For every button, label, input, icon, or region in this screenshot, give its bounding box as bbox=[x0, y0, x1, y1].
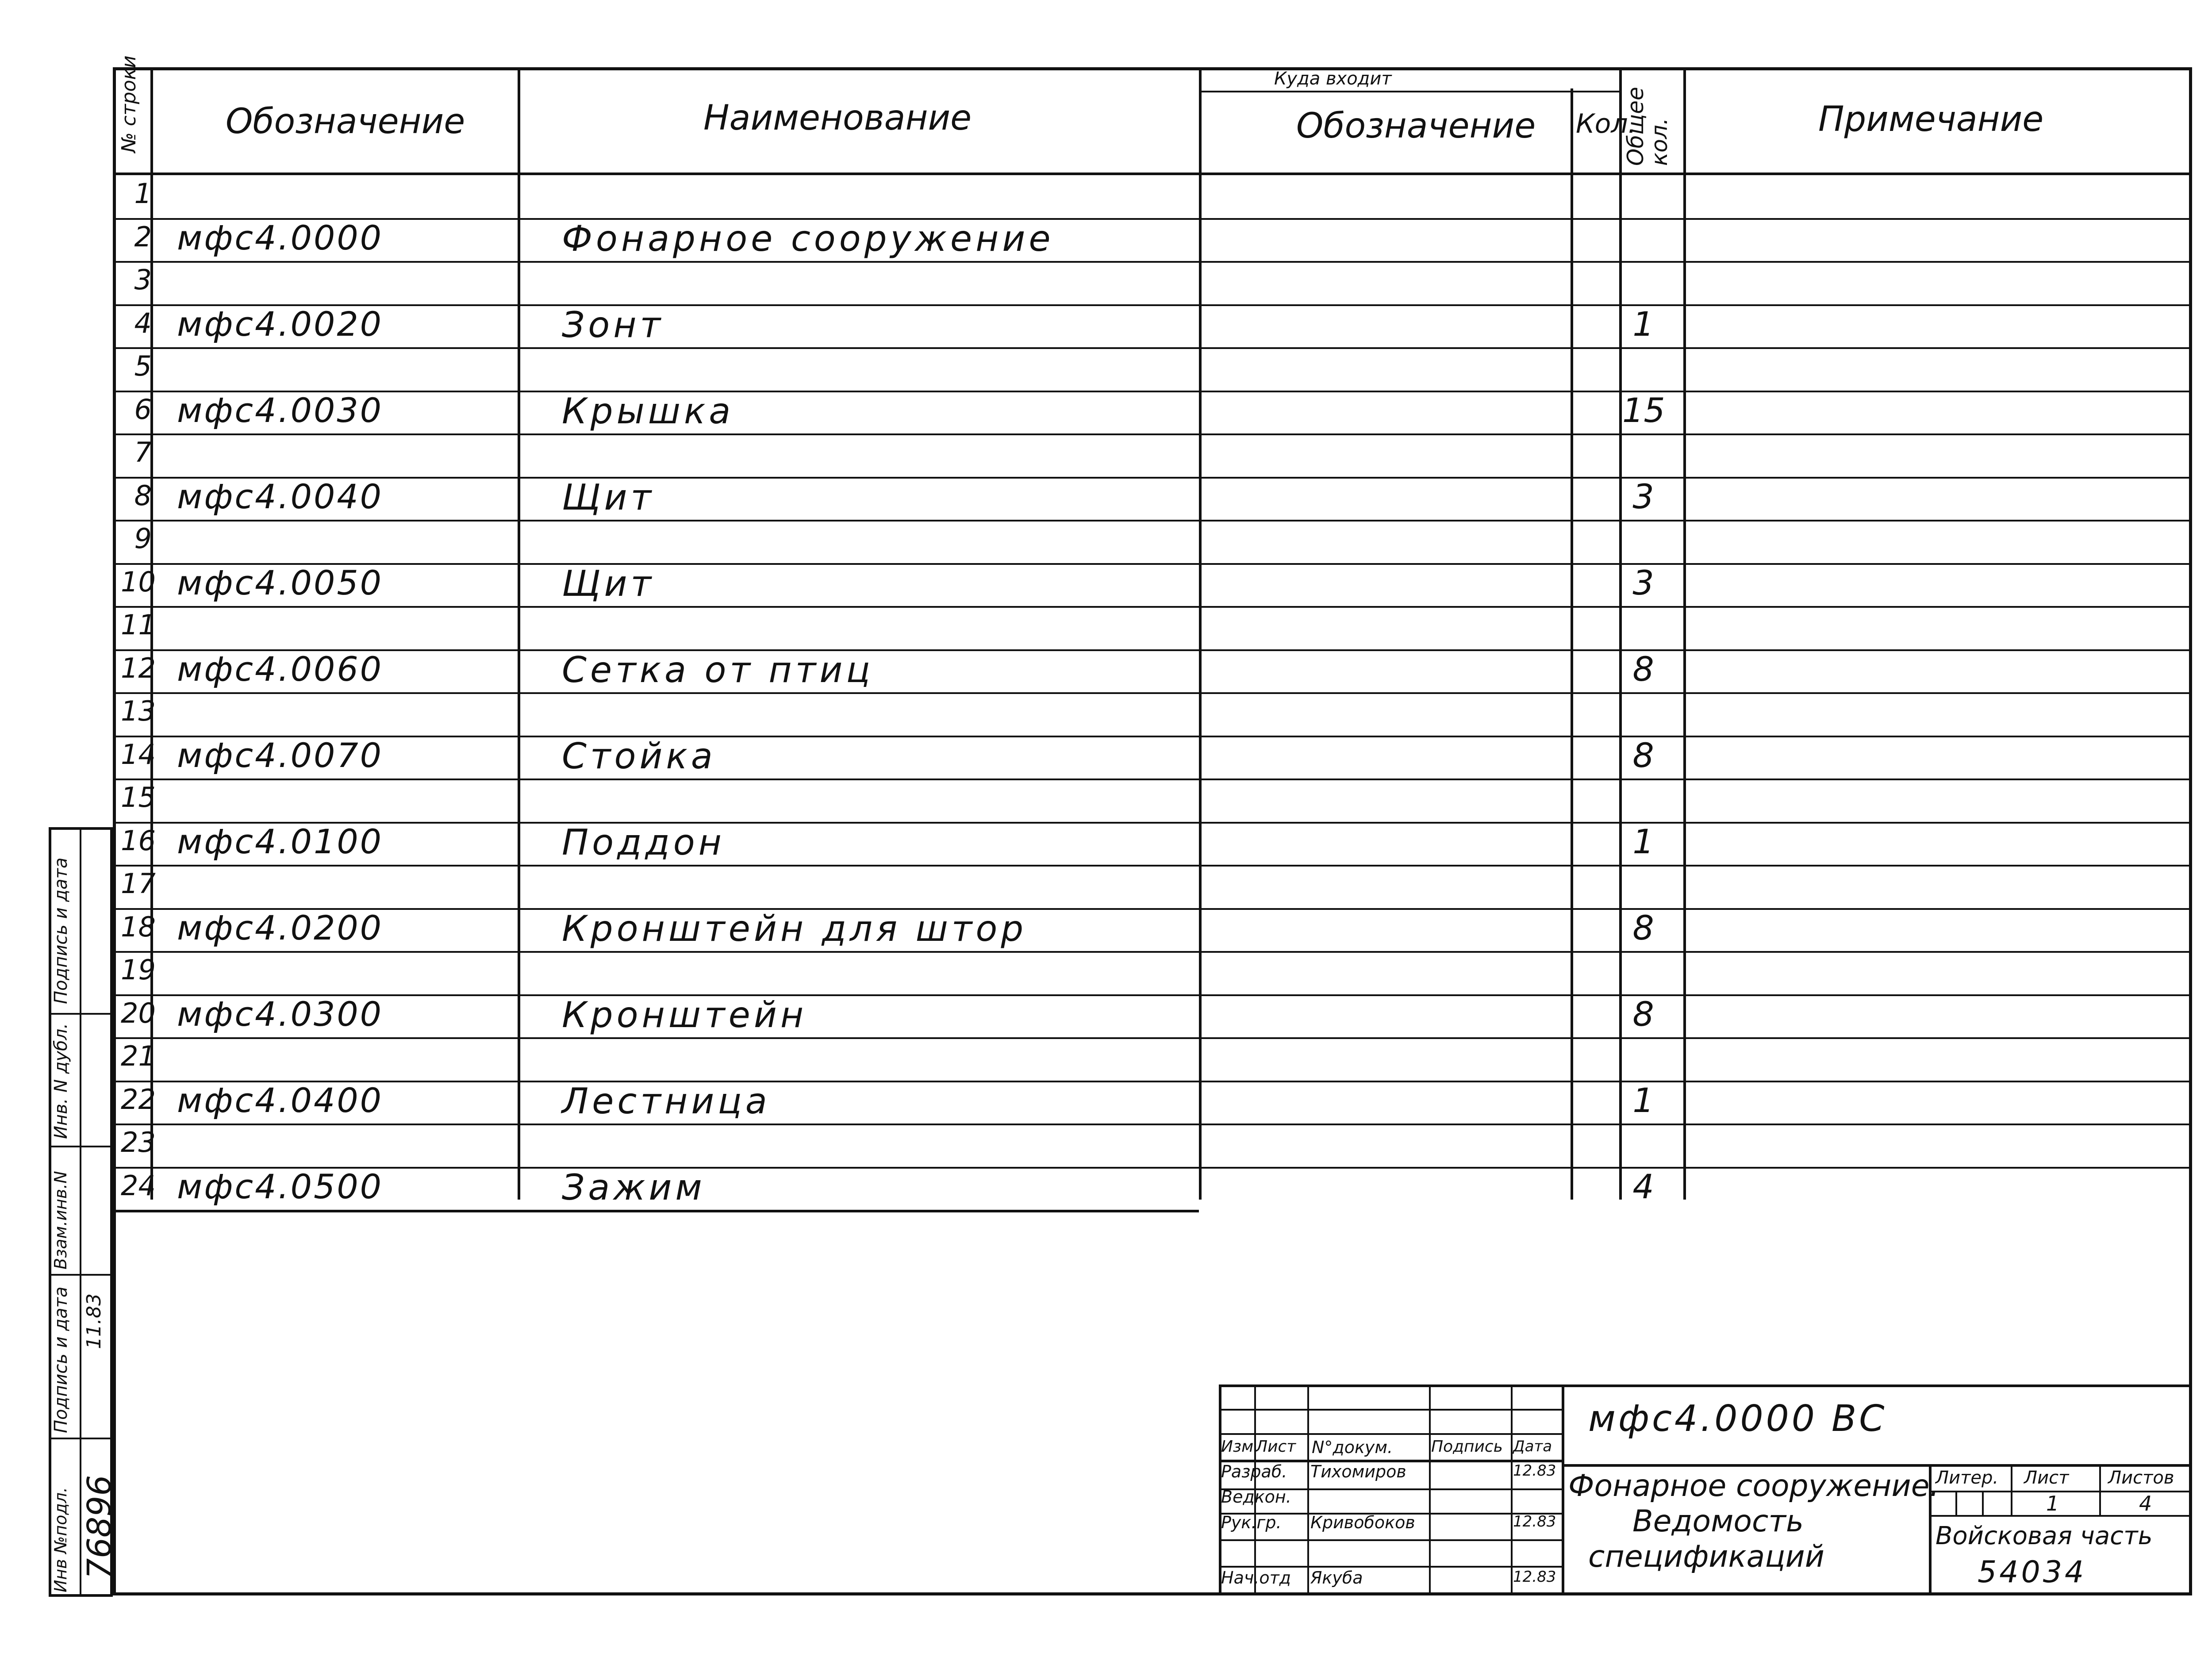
table-row bbox=[113, 736, 2192, 779]
tb-role: Рук.гр. bbox=[1221, 1513, 1282, 1532]
table-row bbox=[113, 520, 2192, 563]
row-number: 21 bbox=[121, 1040, 156, 1072]
side-replace-inv: Взам.инв.N bbox=[51, 1171, 70, 1269]
row-total-qty: 8 bbox=[1632, 649, 1654, 689]
row-designation: мфс4.0070 bbox=[177, 736, 384, 775]
row-number: 4 bbox=[134, 307, 152, 339]
table-row bbox=[113, 391, 2192, 434]
row-number: 20 bbox=[121, 997, 156, 1029]
tb-row-7 bbox=[1219, 1566, 1562, 1568]
row-total-qty: 8 bbox=[1632, 736, 1654, 775]
row-designation: мфс4.0040 bbox=[177, 477, 384, 516]
row-total-qty: 3 bbox=[1632, 563, 1654, 602]
tb-col-sheet: Лист bbox=[1256, 1438, 1296, 1456]
tb-row-1 bbox=[1219, 1409, 1562, 1411]
tb-row-6 bbox=[1219, 1539, 1562, 1541]
tb-liter-col-2 bbox=[2099, 1464, 2101, 1515]
row-number: 16 bbox=[121, 824, 156, 857]
table-row bbox=[113, 304, 2192, 348]
tb-col-date: Дата bbox=[1513, 1438, 1552, 1455]
header-row-no: № строки bbox=[118, 55, 140, 153]
tb-col-sign: Подпись bbox=[1431, 1438, 1503, 1456]
side-stamp-line-1 bbox=[49, 1013, 113, 1015]
row-designation: мфс4.0300 bbox=[177, 994, 384, 1034]
row-number: 3 bbox=[134, 264, 152, 296]
side-inv-orig: Инв №подл. bbox=[51, 1487, 70, 1592]
tb-person: Тихомиров bbox=[1310, 1462, 1406, 1481]
tb-role: Ведкон. bbox=[1221, 1487, 1291, 1507]
row-name: Кронштейн bbox=[562, 994, 807, 1035]
side-stamp-line-2 bbox=[49, 1146, 113, 1147]
row-number: 18 bbox=[121, 911, 156, 943]
row-number: 9 bbox=[134, 522, 152, 555]
header-where-qty: Кол. bbox=[1576, 108, 1636, 139]
row-total-qty: 3 bbox=[1632, 477, 1654, 516]
row-name: Фонарное сооружение bbox=[562, 218, 1054, 259]
tb-sheet-label: Лист bbox=[2024, 1468, 2069, 1488]
row-name: Сетка от птиц bbox=[562, 649, 874, 690]
table-row bbox=[113, 649, 2192, 693]
row-number: 24 bbox=[121, 1170, 156, 1202]
side-inv-orig-value: 76896 bbox=[81, 1475, 119, 1579]
row-total-qty: 1 bbox=[1632, 1081, 1654, 1120]
table-row bbox=[113, 822, 2192, 865]
tb-liter-sub-1 bbox=[1955, 1491, 1957, 1515]
table-row bbox=[113, 477, 2192, 520]
row-number: 12 bbox=[121, 652, 156, 684]
row-number: 11 bbox=[121, 609, 156, 641]
row-name: Щит bbox=[562, 477, 655, 518]
table-row bbox=[113, 347, 2192, 391]
row-name: Стойка bbox=[562, 736, 716, 777]
row-designation: мфс4.0060 bbox=[177, 649, 384, 689]
row-name: Щит bbox=[562, 563, 655, 604]
header-note: Примечание bbox=[1818, 100, 2044, 139]
table-row bbox=[113, 1081, 2192, 1124]
row-number: 2 bbox=[134, 221, 152, 253]
tb-date: 12.83 bbox=[1513, 1462, 1556, 1480]
tb-org-line1: Войсковая часть bbox=[1936, 1522, 2153, 1550]
where-used-subline bbox=[1199, 91, 1619, 92]
table-row bbox=[113, 606, 2192, 649]
tb-sheets-value: 4 bbox=[2139, 1492, 2152, 1515]
row-designation: мфс4.0020 bbox=[177, 304, 384, 344]
table-row bbox=[113, 908, 2192, 951]
row-designation: мфс4.0000 bbox=[177, 218, 384, 257]
row-name: Зонт bbox=[562, 304, 664, 345]
row-number: 14 bbox=[121, 738, 156, 771]
tb-col-change: Изм. bbox=[1221, 1438, 1259, 1456]
table-row bbox=[113, 1037, 2192, 1081]
row-name: Лестница bbox=[562, 1081, 771, 1122]
table-row bbox=[113, 778, 2192, 822]
table-row bbox=[113, 433, 2192, 477]
row-separator bbox=[113, 1210, 1199, 1212]
side-sign-date-2: Подпись и дата bbox=[51, 857, 71, 1004]
side-sign-date-1-value: 11.83 bbox=[83, 1293, 105, 1349]
row-number: 1 bbox=[134, 177, 152, 210]
row-total-qty: 1 bbox=[1632, 304, 1654, 344]
table-row bbox=[113, 865, 2192, 908]
side-stamp-line-3 bbox=[49, 1274, 113, 1276]
tb-row-2 bbox=[1219, 1433, 1562, 1435]
tb-date: 12.83 bbox=[1513, 1513, 1556, 1530]
tb-col-docno: N°докум. bbox=[1312, 1438, 1393, 1457]
row-number: 15 bbox=[121, 781, 156, 813]
table-row bbox=[113, 261, 2192, 304]
row-designation: мфс4.0030 bbox=[177, 391, 384, 430]
row-name: Поддон bbox=[562, 822, 725, 863]
row-number: 17 bbox=[121, 867, 156, 900]
row-total-qty: 8 bbox=[1632, 908, 1654, 947]
tb-liter-row-1 bbox=[1929, 1491, 2192, 1492]
row-number: 8 bbox=[134, 479, 152, 512]
table-row bbox=[113, 175, 2192, 218]
header-name: Наименование bbox=[703, 98, 972, 138]
row-total-qty: 15 bbox=[1622, 391, 1665, 430]
row-number: 23 bbox=[121, 1126, 156, 1158]
row-number: 22 bbox=[121, 1083, 156, 1116]
tb-date: 12.83 bbox=[1513, 1568, 1556, 1586]
tb-title-line3: спецификаций bbox=[1588, 1539, 1824, 1574]
tb-liter-sub-2 bbox=[1982, 1491, 1984, 1515]
table-row bbox=[113, 994, 2192, 1038]
tb-role: Нач.отд bbox=[1221, 1568, 1291, 1588]
tb-doc-code: мфс4.0000 ВС bbox=[1588, 1398, 1887, 1440]
tb-sheet-value: 1 bbox=[2046, 1492, 2059, 1515]
row-name: Кронштейн для штор bbox=[562, 908, 1027, 949]
row-designation: мфс4.0400 bbox=[177, 1081, 384, 1120]
tb-role: Разраб. bbox=[1221, 1462, 1287, 1481]
row-number: 7 bbox=[134, 436, 152, 468]
table-row bbox=[113, 1124, 2192, 1167]
tb-title-line1: Фонарное сооружение. bbox=[1568, 1469, 1939, 1503]
table-row bbox=[113, 218, 2192, 261]
row-designation: мфс4.0200 bbox=[177, 908, 384, 947]
row-number: 6 bbox=[134, 393, 152, 426]
table-row bbox=[113, 692, 2192, 736]
header-designation: Обозначение bbox=[226, 102, 465, 142]
row-total-qty: 8 bbox=[1632, 994, 1654, 1034]
header-where-used: Куда входит bbox=[1274, 69, 1392, 89]
row-total-qty: 4 bbox=[1632, 1167, 1654, 1206]
row-number: 19 bbox=[121, 954, 156, 986]
row-number: 13 bbox=[121, 695, 156, 727]
tb-liter-label: Литер. bbox=[1936, 1468, 1999, 1488]
header-where-designation: Обозначение bbox=[1296, 106, 1536, 146]
tb-org-line2: 54034 bbox=[1978, 1555, 2087, 1590]
table-row bbox=[113, 951, 2192, 994]
side-stamp-line-4 bbox=[49, 1438, 113, 1439]
tb-liter-row-2 bbox=[1929, 1515, 2192, 1517]
table-row bbox=[113, 563, 2192, 606]
row-designation: мфс4.0500 bbox=[177, 1167, 384, 1206]
row-name: Крышка bbox=[562, 391, 734, 432]
side-sign-date-1: Подпись и дата bbox=[51, 1286, 71, 1433]
header-total-qty: Общее кол. bbox=[1623, 87, 1672, 166]
tb-person: Якуба bbox=[1310, 1568, 1363, 1588]
row-number: 10 bbox=[121, 566, 156, 598]
side-inv-dup: Инв. N дубл. bbox=[51, 1023, 71, 1139]
tb-col-5 bbox=[1562, 1384, 1564, 1595]
tb-liter-col-1 bbox=[2011, 1464, 2012, 1515]
row-number: 5 bbox=[134, 350, 152, 382]
row-name: Зажим bbox=[562, 1167, 706, 1208]
row-total-qty: 1 bbox=[1632, 822, 1654, 861]
tb-person: Кривобоков bbox=[1310, 1513, 1415, 1532]
tb-title-line2: Ведомость bbox=[1632, 1504, 1804, 1539]
row-designation: мфс4.0100 bbox=[177, 822, 384, 861]
tb-sheets-label: Листов bbox=[2108, 1468, 2174, 1488]
row-designation: мфс4.0050 bbox=[177, 563, 384, 602]
table-row bbox=[113, 1167, 2192, 1210]
tb-code-line bbox=[1562, 1464, 2192, 1467]
